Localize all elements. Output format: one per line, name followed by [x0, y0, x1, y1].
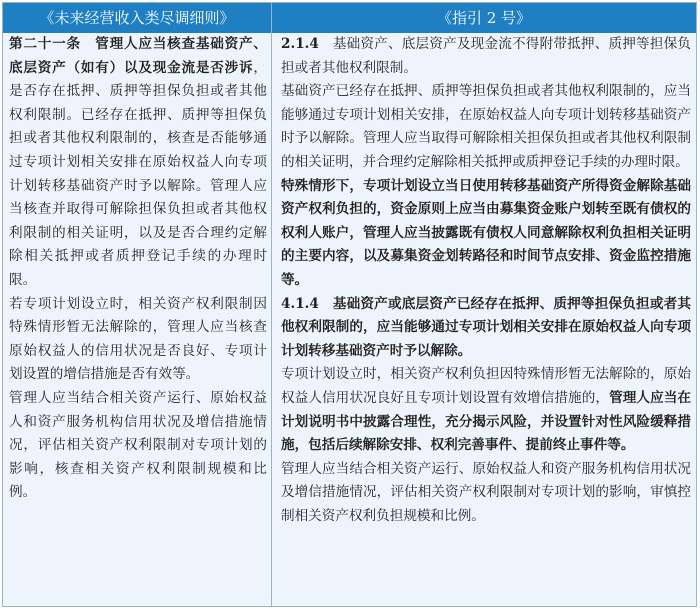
left-column: [9, 33, 267, 505]
column-divider: [271, 3, 272, 606]
right-section-214-number: 2.1.4: [281, 36, 319, 52]
left-article-21-bold: 第二十一条 管理人应当核查基础资产、底层资产（如有）以及现金流是否涉诉: [9, 36, 267, 76]
table-body: [3, 33, 696, 606]
header-left: 《未来经营收入类尽调细则》: [39, 9, 235, 27]
right-section-414-p2-bold: 管理人应当在计划说明书中披露合理性，充分揭示风险，并设置针对性风险缓释措施，包括后续解除安排、权利完善事件、提前终止事件等。: [281, 389, 692, 454]
left-article-21: [9, 33, 267, 293]
left-paragraph-3: 管理人应当结合相关资产运行、原始权益人和资产服务机构信用状况及增信措施情况，评估相关资产权利限制对专项计划的影响，核查相关资产权利限制规模和比例。: [9, 389, 267, 501]
right-section-414: [281, 293, 691, 364]
right-section-214-p3: 特殊情形下，专项计划设立当日使用转移基础资产所得资金解除基础资产权利负担的，资金原则上应当由募集资金账户划转至既有债权的权利人账户，管理人应当披露既有债权人同意解除权利负担相关证明的主要内容，以及募集资金划转路径和时间节点安排、资金监控措施等。: [281, 177, 691, 288]
right-section-214: [281, 33, 691, 80]
right-column: [281, 33, 691, 528]
right-section-414-number: 4.1.4: [281, 295, 319, 312]
table-header: [3, 3, 696, 33]
comparison-table: [2, 2, 697, 607]
right-section-414-p2-plain: 专项计划设立时，相关资产权利负担因特殊情形暂无法解除的，原始权益人信用状况良好且专项计划设置有效增信措施的，: [281, 366, 691, 406]
header-right: 《指引 2 号》: [436, 9, 532, 27]
right-section-414-text: 基础资产或底层资产已经存在抵押、质押等担保负担或者其他权利限制的，应当能够通过专项计划相关安排在原始权益人向专项计划转移基础资产时予以解除。: [281, 295, 691, 359]
left-article-21-rest: ，是否存在抵押、质押等担保负担或者其他权利限制。已经存在抵押、质押等担保负担或者其他权利限制的，核查是否能够通过专项计划相关安排在原始权益人向专项计划转移基础资产时予以解除。管理人应当核查并取得可解除担保负担或者其他权利限制的相关证明，以及是否合理约定解除相关抵押或者质押登记手续的办理时限。: [9, 59, 267, 288]
right-section-414-p3: 管理人应当结合相关资产运行、原始权益人和资产服务机构信用状况及增信措施情况，评估相关资产权利限制对专项计划的影响，审慎控制相关资产权利负担规模和比例。: [281, 460, 691, 524]
right-section-414-p2: [281, 363, 691, 457]
left-paragraph-2: 若专项计划设立时，相关资产权利限制因特殊情形暂无法解除的，管理人应当核查原始权益人的信用状况是否良好、专项计划设置的增信措施是否有效等。: [9, 295, 267, 383]
right-section-214-text: 基础资产、底层资产及现金流不得附带抵押、质押等担保负担或者其他权利限制。: [281, 36, 691, 76]
right-section-214-p2: 基础资产已经存在抵押、质押等担保负担或者其他权利限制的，应当能够通过专项计划相关安排，在原始权益人向专项计划转移基础资产时予以解除。管理人应当取得可解除相关担保负担或者其他权利限制的相关证明，并合理约定解除相关抵押或质押登记手续的办理时限。: [281, 83, 691, 170]
